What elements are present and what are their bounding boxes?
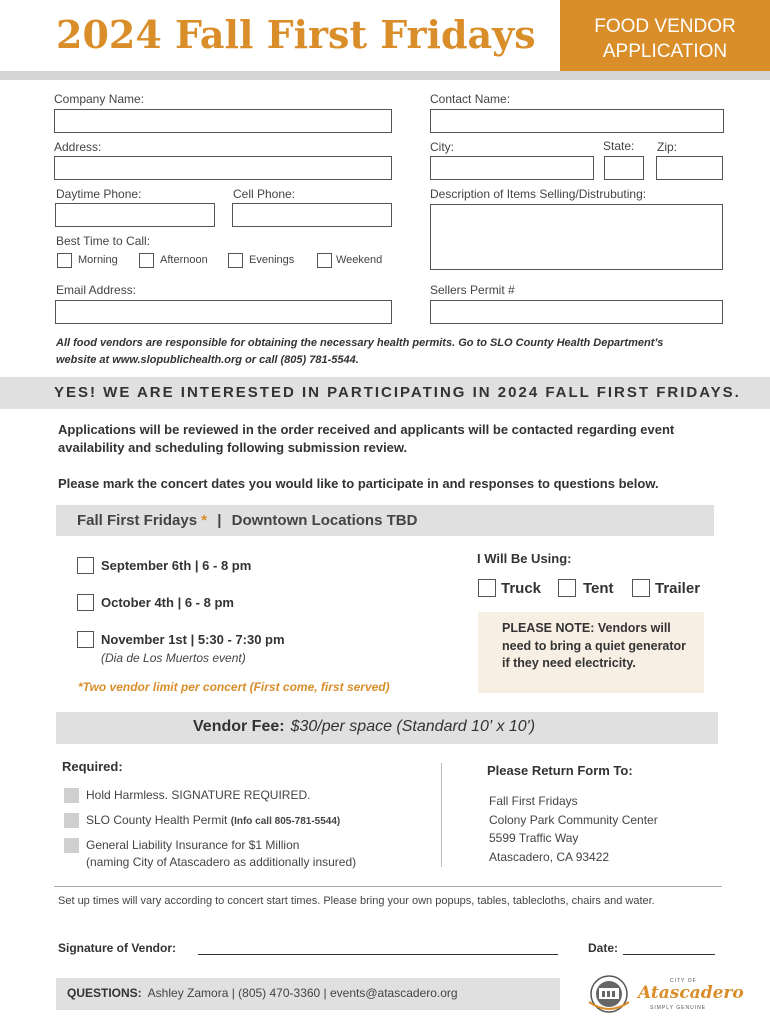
health-permit-label <box>86 813 340 827</box>
sellers-permit-label: Sellers Permit # <box>430 283 515 297</box>
company-name-input[interactable] <box>54 109 392 133</box>
truck-checkbox[interactable] <box>478 579 496 597</box>
section-title: Fall First Fridays <box>77 512 198 529</box>
vendor-fee-label: Vendor Fee: <box>193 718 285 735</box>
morning-checkbox[interactable] <box>57 253 72 268</box>
generator-note: PLEASE NOTE: Vendors will need to bring a quiet generator if they need electricity. <box>478 612 704 693</box>
instructions-text: Please mark the concert dates you would like to participate in and responses to questions below. <box>58 476 659 491</box>
application-badge <box>560 0 770 71</box>
hold-harmless-label: Hold Harmless. SIGNATURE REQUIRED. <box>86 788 311 802</box>
daytime-phone-input[interactable] <box>55 203 215 227</box>
tent-label: Tent <box>583 580 614 597</box>
description-label: Description of Items Selling/Distrubuting: <box>430 187 647 201</box>
date-checkbox-nov[interactable] <box>77 631 94 648</box>
daytime-phone-label: Daytime Phone: <box>56 187 142 201</box>
city-input[interactable] <box>430 156 594 180</box>
footer-divider <box>54 886 722 887</box>
page-title: 2024 Fall First Fridays <box>56 12 536 57</box>
address-input[interactable] <box>54 156 392 180</box>
questions-label: QUESTIONS: <box>67 986 142 1000</box>
city-label: City: <box>430 140 454 154</box>
date-label-sep: September 6th | 6 - 8 pm <box>101 558 252 573</box>
liability-line-2: (naming City of Atascadero as additionally insured) <box>86 855 357 869</box>
logo-top-text: CITY OF <box>670 978 697 984</box>
cell-phone-input[interactable] <box>232 203 392 227</box>
liability-insurance-label <box>86 837 356 871</box>
zip-input[interactable] <box>656 156 723 180</box>
return-address-line-1: Fall First Fridays <box>489 794 578 808</box>
badge-line-1: FOOD VENDOR <box>594 16 736 37</box>
health-permit-checkbox[interactable] <box>64 813 79 828</box>
zip-label: Zip: <box>657 140 678 154</box>
truck-label: Truck <box>501 580 542 597</box>
state-label: State: <box>603 139 635 153</box>
required-heading: Required: <box>62 759 123 774</box>
state-input[interactable] <box>604 156 644 180</box>
event-section-title <box>77 512 417 529</box>
date-checkbox-oct[interactable] <box>77 594 94 611</box>
hold-harmless-checkbox[interactable] <box>64 788 79 803</box>
evenings-checkbox[interactable] <box>228 253 243 268</box>
return-address-line-3: 5599 Traffic Way <box>489 831 579 845</box>
badge-line-2: APPLICATION <box>602 41 728 62</box>
morning-label: Morning <box>78 254 118 266</box>
date-label-nov: November 1st | 5:30 - 7:30 pm <box>101 632 285 647</box>
afternoon-checkbox[interactable] <box>139 253 154 268</box>
atascadero-seal-icon <box>585 972 637 1021</box>
email-label: Email Address: <box>56 283 137 297</box>
dia-de-los-muertos-note: (Dia de Los Muertos event) <box>101 651 246 665</box>
health-permit-note <box>56 335 716 369</box>
trailer-label: Trailer <box>655 580 701 597</box>
vendor-fee-value: $30/per space (Standard 10' x 10') <box>290 718 536 735</box>
will-be-using-heading: I Will Be Using: <box>477 551 572 566</box>
sellers-permit-input[interactable] <box>430 300 723 324</box>
date-label-oct: October 4th | 6 - 8 pm <box>101 595 234 610</box>
vendor-fee-text <box>193 718 535 736</box>
company-name-label: Company Name: <box>54 92 145 106</box>
section-location: Downtown Locations TBD <box>231 512 418 529</box>
liability-line-1: General Liability Insurance for $1 Million <box>86 838 300 852</box>
health-permit-text: SLO County Health Permit <box>86 813 228 827</box>
signature-label: Signature of Vendor: <box>58 941 177 955</box>
date-checkbox-sep[interactable] <box>77 557 94 574</box>
best-time-label: Best Time to Call: <box>56 234 151 248</box>
return-address-line-4: Atascadero, CA 93422 <box>489 849 610 864</box>
tent-checkbox[interactable] <box>558 579 576 597</box>
logo-tagline: SIMPLY GENUINE <box>650 1005 707 1011</box>
afternoon-label: Afternoon <box>160 254 208 266</box>
contact-name-label: Contact Name: <box>430 92 511 106</box>
header-divider <box>0 71 770 80</box>
address-label: Address: <box>54 140 102 154</box>
asterisk: * <box>201 512 208 529</box>
email-input[interactable] <box>55 300 392 324</box>
questions-contact: Ashley Zamora | (805) 470-3360 | events@atascadero.org <box>147 986 458 1000</box>
date-line[interactable] <box>623 954 715 955</box>
trailer-checkbox[interactable] <box>632 579 650 597</box>
date-label: Date: <box>588 941 619 955</box>
weekend-label: Weekend <box>336 254 383 266</box>
return-form-heading: Please Return Form To: <box>487 763 633 778</box>
vendor-limit-note: *Two vendor limit per concert (First come, first served) <box>78 680 390 694</box>
health-note-line-1: All food vendors are responsible for obtaining the necessary health permits. Go to SLO County Health Department’s <box>56 337 664 349</box>
intro-line-1: Applications will be reviewed in the order received and applicants will be contacted regarding event <box>58 422 675 437</box>
intro-line-2: availability and scheduling following submission review. <box>58 440 408 455</box>
signature-line[interactable] <box>198 954 558 955</box>
liability-insurance-checkbox[interactable] <box>64 838 79 853</box>
cell-phone-label: Cell Phone: <box>233 187 296 201</box>
setup-note: Set up times will vary according to concert start times. Please bring your own popups, tables, tablecloths, chairs and water. <box>58 895 655 907</box>
intro-paragraph <box>58 421 718 457</box>
column-divider <box>441 763 442 867</box>
return-address-line-2: Colony Park Community Center <box>489 812 658 827</box>
evenings-label: Evenings <box>249 254 295 266</box>
return-address <box>489 792 658 866</box>
health-note-line-2: website at www.slopublichealth.org or call (805) 781-5544. <box>56 354 359 366</box>
description-textarea[interactable] <box>430 204 723 270</box>
section-separator: | <box>217 512 222 529</box>
contact-name-input[interactable] <box>430 109 724 133</box>
questions-text <box>67 986 458 1000</box>
weekend-checkbox[interactable] <box>317 253 332 268</box>
health-permit-info: (Info call 805-781-5544) <box>230 816 341 827</box>
participation-banner-text: YES! WE ARE INTERESTED IN PARTICIPATING IN 2024 FALL FIRST FRIDAYS. <box>54 384 741 401</box>
logo-wordmark: Atascadero <box>638 983 744 1003</box>
